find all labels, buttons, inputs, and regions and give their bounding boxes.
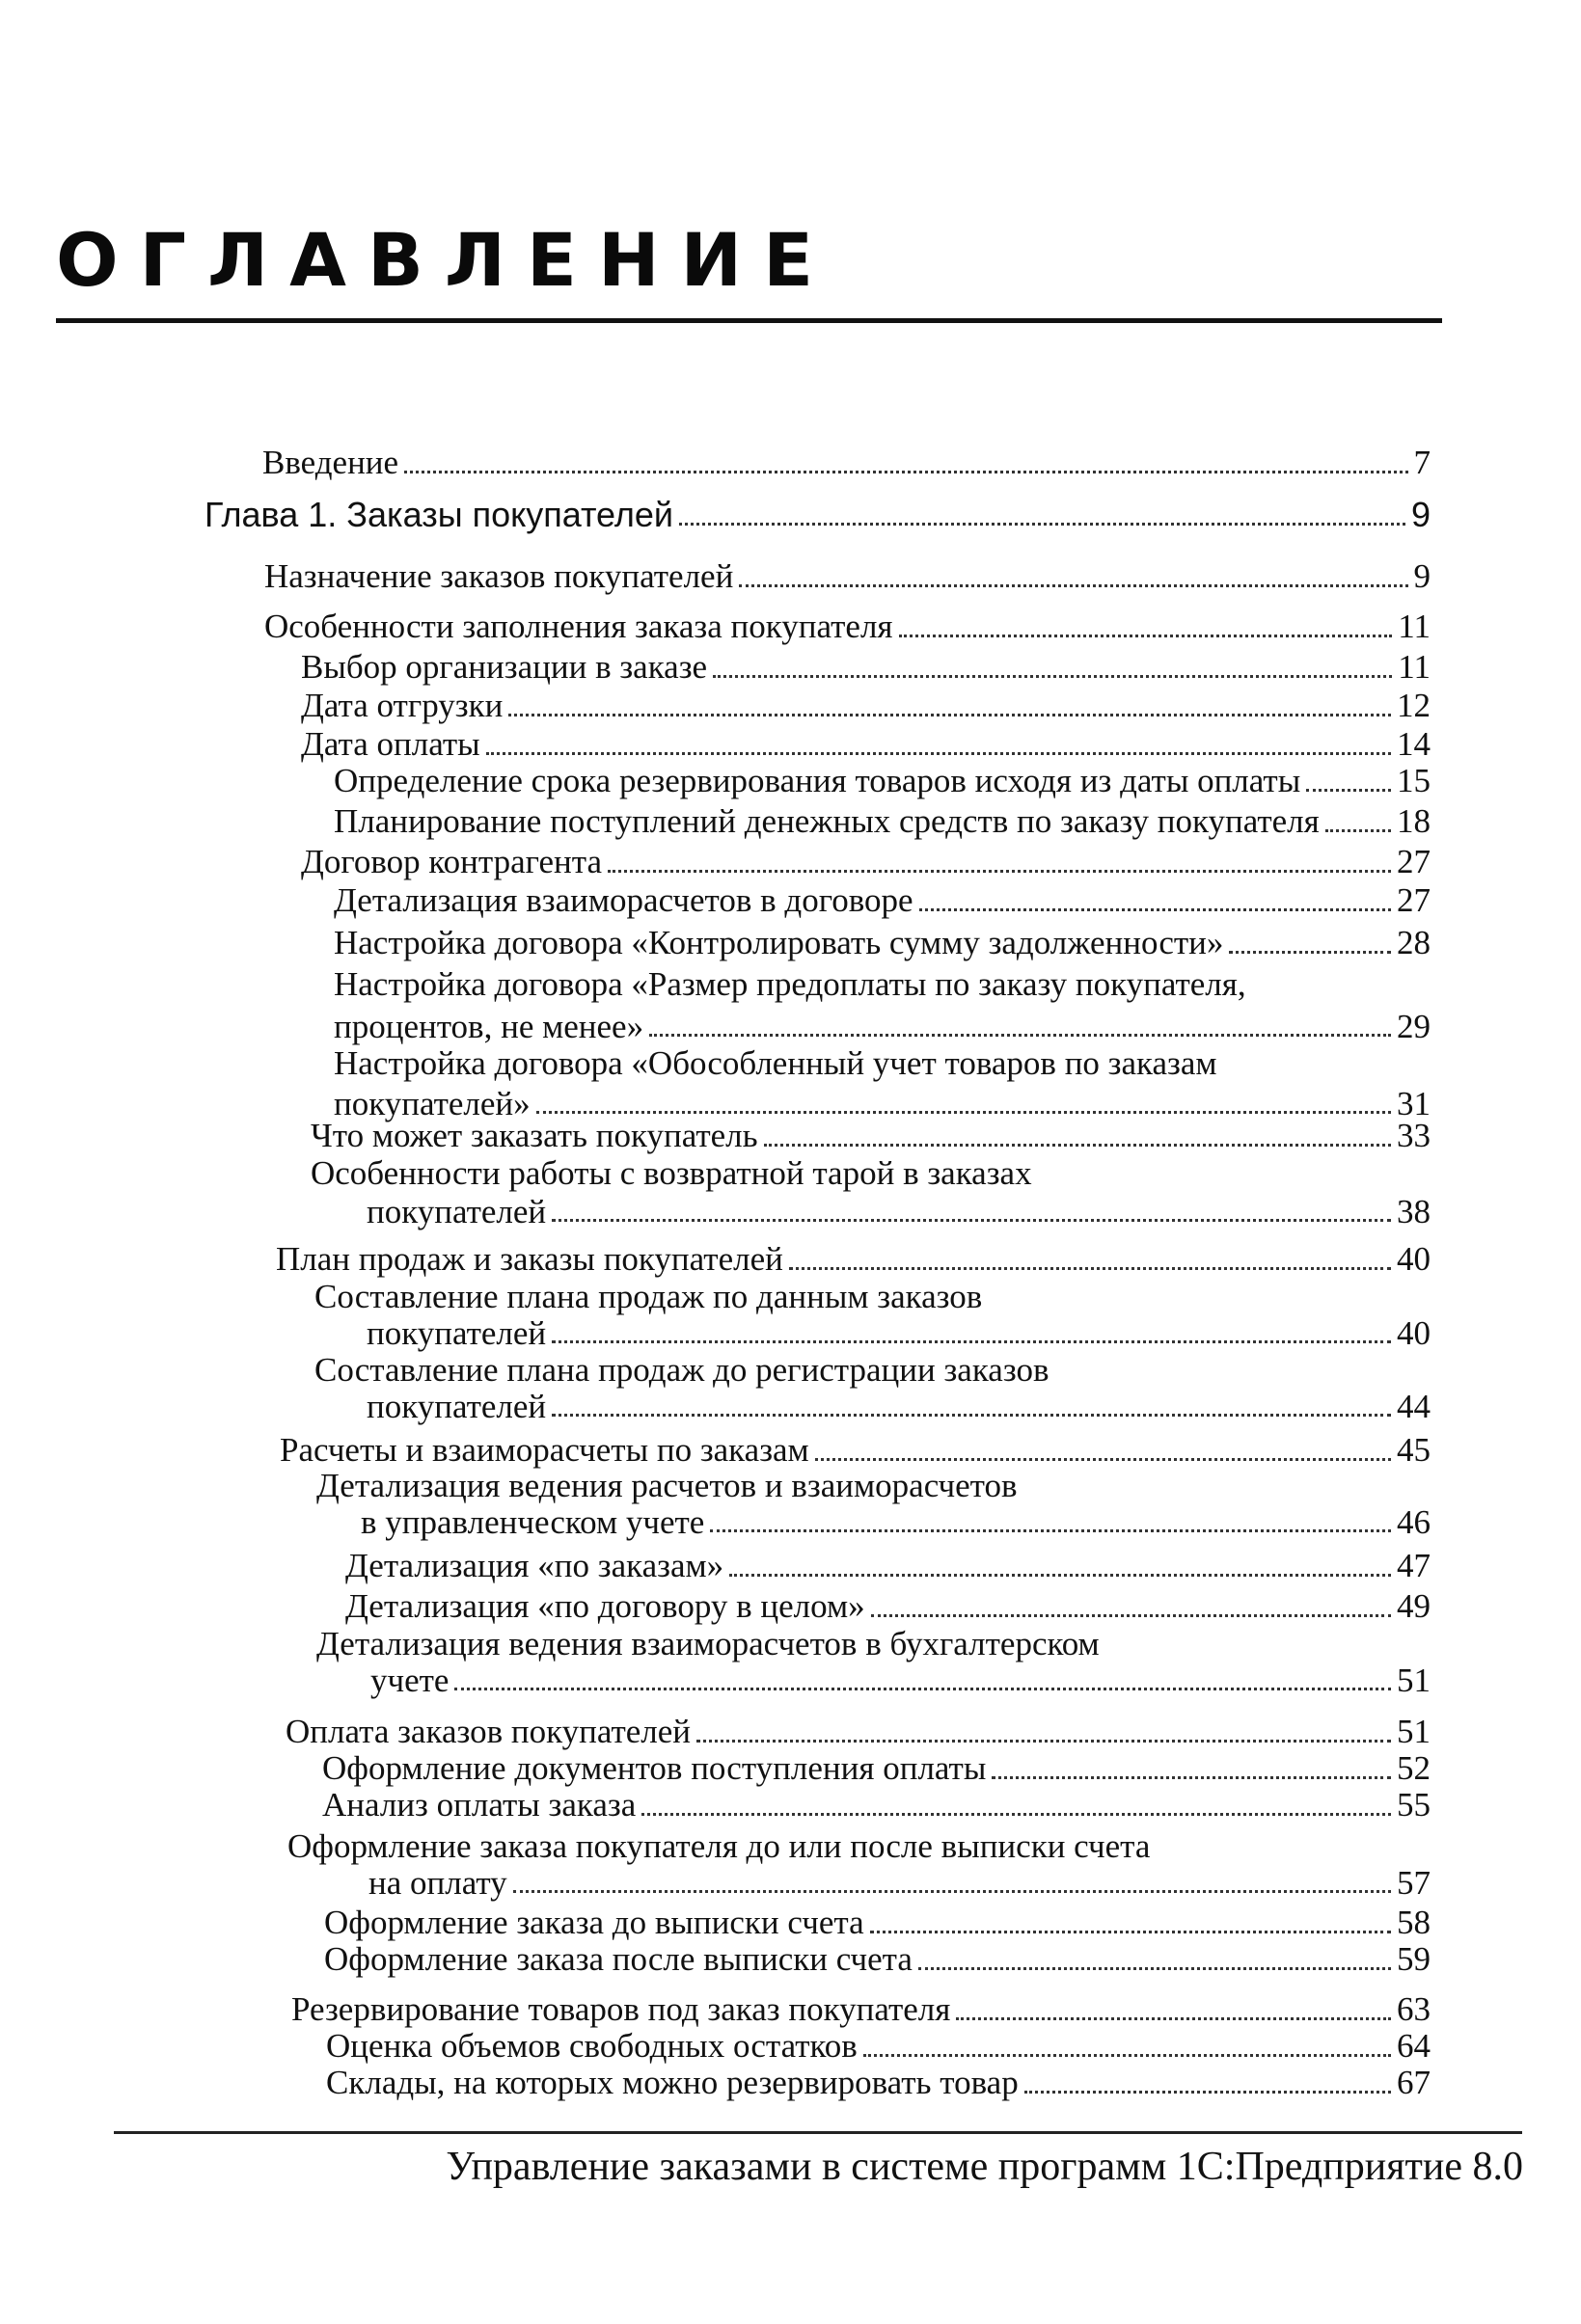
dot-leader bbox=[513, 1890, 1391, 1893]
toc-entry[interactable] bbox=[326, 2027, 1431, 2066]
dot-leader bbox=[1229, 951, 1391, 954]
toc-entry[interactable] bbox=[334, 966, 1431, 1045]
footer-rule bbox=[114, 2131, 1522, 2134]
toc-entry[interactable] bbox=[286, 1713, 1431, 1751]
toc-entry-title: Оценка объемов свободных остатков bbox=[326, 2027, 858, 2065]
toc-page-number: 31 bbox=[1397, 1085, 1431, 1122]
toc-entry-title: Детализация ведения расчетов и взаиморасчетов bbox=[316, 1467, 1018, 1504]
toc-entry-title: Оформление документов поступления оплаты bbox=[322, 1749, 987, 1787]
dot-leader bbox=[641, 1813, 1391, 1816]
toc-entry-title: План продаж и заказы покупателей bbox=[276, 1240, 783, 1278]
toc-page-number: 40 bbox=[1397, 1314, 1431, 1352]
toc-entry-title: Договор контрагента bbox=[301, 843, 603, 880]
toc-entry[interactable] bbox=[301, 687, 1431, 725]
toc-entry[interactable] bbox=[287, 1828, 1431, 1902]
dot-leader bbox=[696, 1740, 1391, 1743]
toc-entry[interactable] bbox=[264, 608, 1431, 646]
toc-page-number: 9 bbox=[1413, 557, 1431, 595]
dot-leader bbox=[815, 1458, 1391, 1461]
toc-entry-title: Детализация ведения взаиморасчетов в бухгалтерском bbox=[316, 1625, 1100, 1662]
dot-leader bbox=[536, 1111, 1391, 1114]
toc-entry[interactable] bbox=[311, 1117, 1431, 1155]
toc-entry[interactable] bbox=[301, 725, 1431, 764]
dot-leader bbox=[552, 1414, 1391, 1417]
toc-entry[interactable] bbox=[316, 1626, 1431, 1699]
toc-entry-title-continued: покупателей bbox=[367, 1314, 547, 1352]
toc-entry-title-continued: покупателей bbox=[367, 1388, 547, 1425]
toc-page-number: 45 bbox=[1397, 1431, 1431, 1469]
toc-entry-title: Дата отгрузки bbox=[301, 687, 504, 724]
toc-page-number: 46 bbox=[1397, 1503, 1431, 1541]
toc-page-number: 44 bbox=[1397, 1388, 1431, 1425]
dot-leader bbox=[729, 1574, 1391, 1577]
toc-page-number: 38 bbox=[1397, 1193, 1431, 1230]
toc-entry-title: Выбор организации в заказе bbox=[301, 648, 708, 686]
dot-leader bbox=[404, 471, 1407, 473]
toc-page-number: 67 bbox=[1397, 2064, 1431, 2101]
toc-page-number: 59 bbox=[1397, 1940, 1431, 1978]
dot-leader bbox=[713, 675, 1392, 678]
toc-entry-chapter-1[interactable] bbox=[204, 496, 1431, 534]
toc-page-number: 55 bbox=[1397, 1786, 1431, 1824]
dot-leader bbox=[508, 714, 1391, 716]
dot-leader bbox=[899, 635, 1393, 637]
toc-entry-title: Оформление заказа покупателя до или после выписки счета bbox=[287, 1827, 1151, 1865]
page-title: ОГЛАВЛЕНИЕ bbox=[56, 217, 835, 303]
toc-entry-title-continued: покупателей» bbox=[334, 1085, 531, 1122]
dot-leader bbox=[552, 1340, 1391, 1343]
toc-entry[interactable] bbox=[334, 924, 1431, 962]
toc-entry-title: Склады, на которых можно резервировать товар bbox=[326, 2064, 1019, 2101]
toc-entry[interactable] bbox=[291, 1990, 1431, 2029]
toc-entry-title-continued: учете bbox=[370, 1662, 450, 1699]
toc-page-number: 64 bbox=[1397, 2027, 1431, 2065]
toc-page-number: 51 bbox=[1397, 1662, 1431, 1699]
toc-page-number: 51 bbox=[1397, 1713, 1431, 1750]
dot-leader bbox=[739, 584, 1407, 587]
toc-page-number: 27 bbox=[1397, 881, 1431, 919]
toc-entry-title-continued: на оплату bbox=[368, 1864, 507, 1902]
toc-entry-title: Настройка договора «Размер предоплаты по заказу покупателя, bbox=[334, 965, 1246, 1003]
toc-entry[interactable] bbox=[316, 1468, 1431, 1541]
toc-entry-title: Детализация взаиморасчетов в договоре bbox=[334, 881, 913, 919]
dot-leader bbox=[956, 2017, 1391, 2020]
toc-entry[interactable] bbox=[324, 1904, 1431, 1942]
toc-entry-title: Составление плана продаж до регистрации заказов bbox=[314, 1351, 1049, 1389]
dot-leader bbox=[789, 1267, 1391, 1270]
toc-entry[interactable] bbox=[280, 1431, 1431, 1470]
toc-entry[interactable] bbox=[345, 1547, 1431, 1585]
toc-page-number: 49 bbox=[1397, 1587, 1431, 1625]
dot-leader bbox=[1024, 2091, 1391, 2094]
toc-page-number: 52 bbox=[1397, 1749, 1431, 1787]
toc-entry[interactable] bbox=[276, 1240, 1431, 1279]
toc-entry-title: Оплата заказов покупателей bbox=[286, 1713, 692, 1750]
toc-entry-title: Определение срока резервирования товаров исходя из даты оплаты bbox=[334, 762, 1301, 799]
toc-page-number: 28 bbox=[1397, 924, 1431, 961]
toc-entry[interactable] bbox=[322, 1749, 1431, 1788]
dot-leader bbox=[486, 752, 1391, 755]
dot-leader bbox=[992, 1776, 1391, 1779]
toc-entry[interactable] bbox=[326, 2064, 1431, 2102]
dot-leader bbox=[608, 870, 1391, 873]
toc-entry-title: Детализация «по заказам» bbox=[345, 1547, 724, 1584]
toc-entry[interactable] bbox=[314, 1279, 1431, 1352]
toc-entry-title: Планирование поступлений денежных средств по заказу покупателя bbox=[334, 802, 1320, 840]
toc-page-number: 7 bbox=[1413, 444, 1431, 481]
toc-page-number: 9 bbox=[1410, 495, 1431, 534]
toc-entry-title: Назначение заказов покупателей bbox=[264, 557, 734, 595]
toc-entry-title-continued: покупателей bbox=[367, 1193, 547, 1230]
toc-page-number: 18 bbox=[1397, 802, 1431, 840]
toc-page-number: 15 bbox=[1397, 762, 1431, 799]
toc-entry-title: Настройка договора «Обособленный учет товаров по заказам bbox=[334, 1044, 1217, 1082]
dot-leader bbox=[863, 2054, 1391, 2057]
toc-page-number: 40 bbox=[1397, 1240, 1431, 1278]
toc-entry[interactable] bbox=[334, 802, 1431, 841]
dot-leader bbox=[764, 1144, 1391, 1147]
toc-page-number: 57 bbox=[1397, 1864, 1431, 1902]
dot-leader bbox=[679, 523, 1405, 526]
dot-leader bbox=[870, 1931, 1391, 1933]
toc-page-number: 29 bbox=[1397, 1008, 1431, 1045]
dot-leader bbox=[1306, 789, 1391, 792]
toc-page-number: 12 bbox=[1397, 687, 1431, 724]
toc-entry-title: Особенности работы с возвратной тарой в заказах bbox=[311, 1154, 1032, 1192]
toc-entry-title: Введение bbox=[262, 444, 399, 481]
toc-entry[interactable] bbox=[301, 648, 1431, 687]
toc-entry-title-continued: процентов, не менее» bbox=[334, 1008, 644, 1045]
toc-entry-title: Что может заказать покупатель bbox=[311, 1117, 758, 1154]
toc-entry-title: Дата оплаты bbox=[301, 725, 480, 763]
toc-entry-title: Анализ оплаты заказа bbox=[322, 1786, 637, 1824]
toc-entry-title: Составление плана продаж по данным заказов bbox=[314, 1278, 983, 1315]
toc-entry[interactable] bbox=[324, 1940, 1431, 1979]
toc-entry-title: Расчеты и взаиморасчеты по заказам bbox=[280, 1431, 809, 1469]
toc-page-number: 58 bbox=[1397, 1904, 1431, 1941]
toc-page-number: 11 bbox=[1398, 648, 1431, 686]
toc-entry-title: Резервирование товаров под заказ покупателя bbox=[291, 1990, 951, 2028]
toc-entry[interactable] bbox=[322, 1786, 1431, 1824]
dot-leader bbox=[710, 1529, 1391, 1532]
toc-entry[interactable] bbox=[314, 1352, 1431, 1425]
dot-leader bbox=[1325, 829, 1391, 832]
dot-leader bbox=[454, 1688, 1391, 1690]
dot-leader bbox=[918, 1967, 1391, 1970]
toc-entry-title: Особенности заполнения заказа покупателя bbox=[264, 608, 893, 645]
toc-entry[interactable] bbox=[334, 1045, 1431, 1122]
toc-page-number: 47 bbox=[1397, 1547, 1431, 1584]
dot-leader bbox=[552, 1219, 1391, 1222]
toc-entry[interactable] bbox=[334, 762, 1431, 800]
toc-entry-introduction[interactable] bbox=[262, 444, 1431, 482]
toc-entry-title-continued: в управленческом учете bbox=[361, 1503, 705, 1541]
dot-leader bbox=[919, 908, 1391, 911]
toc-page-number: 63 bbox=[1397, 1990, 1431, 2028]
toc-entry-title: Оформление заказа до выписки счета bbox=[324, 1904, 864, 1941]
running-footer: Управление заказами в системе программ 1С:Предприятие 8.0 bbox=[446, 2145, 1523, 2189]
toc-entry[interactable] bbox=[301, 843, 1431, 881]
dot-leader bbox=[871, 1614, 1391, 1617]
toc-entry-title: Настройка договора «Контролировать сумму задолженности» bbox=[334, 924, 1224, 961]
toc-page-number: 33 bbox=[1397, 1117, 1431, 1154]
toc-entry-title: Глава 1. Заказы покупателей bbox=[204, 495, 674, 534]
toc-entry-title: Оформление заказа после выписки счета bbox=[324, 1940, 913, 1978]
toc-entry[interactable] bbox=[334, 881, 1431, 920]
toc-entry[interactable] bbox=[264, 557, 1431, 596]
toc-page-number: 27 bbox=[1397, 843, 1431, 880]
toc-entry-title: Детализация «по договору в целом» bbox=[345, 1587, 865, 1625]
toc-page-number: 11 bbox=[1398, 608, 1431, 645]
toc-page-number: 14 bbox=[1397, 725, 1431, 763]
toc-entry[interactable] bbox=[311, 1155, 1431, 1230]
toc-entry[interactable] bbox=[345, 1587, 1431, 1626]
dot-leader bbox=[649, 1034, 1391, 1037]
